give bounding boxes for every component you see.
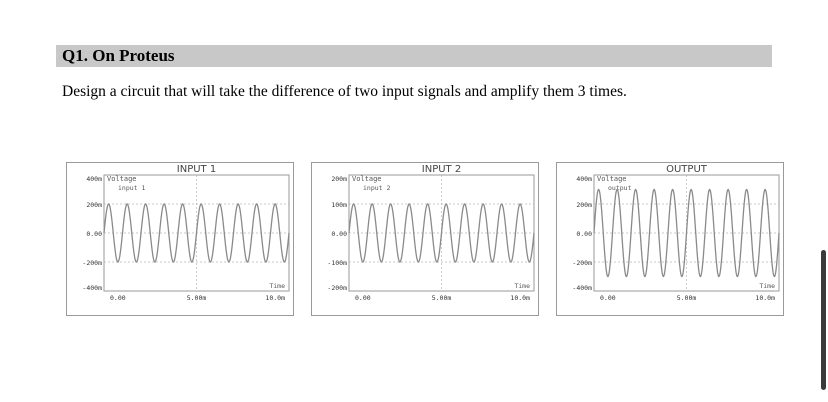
y-tick-label: 400m [576, 175, 592, 183]
y-tick-label: -400m [572, 284, 592, 292]
y-tick-label: 200m [331, 175, 347, 183]
x-tick-label: 10.0m [265, 294, 285, 302]
y-tick-label: -200m [327, 284, 347, 292]
chart-title: INPUT 2 [421, 164, 462, 175]
chart-input-2 [311, 162, 539, 316]
chart-output-svg [557, 163, 783, 315]
page-scrollbar[interactable] [821, 250, 826, 390]
question-description: Design a circuit that will take the difference of two input signals and amplify them 3 times. [62, 83, 627, 100]
chart-output [556, 162, 784, 316]
x-tick-label: 5.00m [676, 294, 697, 302]
y-axis-label: Voltage [107, 175, 137, 183]
series-name-label: input 2 [363, 184, 391, 192]
chart-input-2-svg [312, 163, 538, 315]
x-tick-label: 0.00 [110, 294, 126, 302]
x-axis-label: Time [759, 282, 775, 290]
x-axis-label: Time [269, 282, 285, 290]
x-tick-label: 0.00 [355, 294, 371, 302]
series-name-label: output [608, 184, 632, 192]
question-heading: Q1. On Proteus [62, 46, 175, 65]
y-tick-label: -200m [572, 259, 592, 267]
chart-title: OUTPUT [666, 164, 707, 175]
y-axis-label: Voltage [597, 175, 627, 183]
y-tick-label: 0.00 [576, 230, 592, 238]
y-tick-label: 0.00 [86, 230, 102, 238]
x-tick-label: 5.00m [431, 294, 452, 302]
y-tick-label: -200m [82, 259, 102, 267]
y-tick-label: 200m [86, 201, 102, 209]
series-name-label: input 1 [118, 184, 146, 192]
x-tick-label: 10.0m [510, 294, 530, 302]
y-tick-label: 100m [331, 201, 347, 209]
chart-input-1-svg [67, 163, 293, 315]
x-axis-label: Time [514, 282, 530, 290]
y-tick-label: -400m [82, 284, 102, 292]
y-tick-label: 0.00 [331, 230, 347, 238]
y-tick-label: -100m [327, 259, 347, 267]
y-tick-label: 400m [86, 175, 102, 183]
chart-title: INPUT 1 [176, 164, 217, 175]
x-tick-label: 10.0m [755, 294, 775, 302]
x-tick-label: 0.00 [600, 294, 616, 302]
y-tick-label: 200m [576, 201, 592, 209]
chart-input-1 [66, 162, 294, 316]
y-axis-label: Voltage [352, 175, 382, 183]
x-tick-label: 5.00m [186, 294, 207, 302]
